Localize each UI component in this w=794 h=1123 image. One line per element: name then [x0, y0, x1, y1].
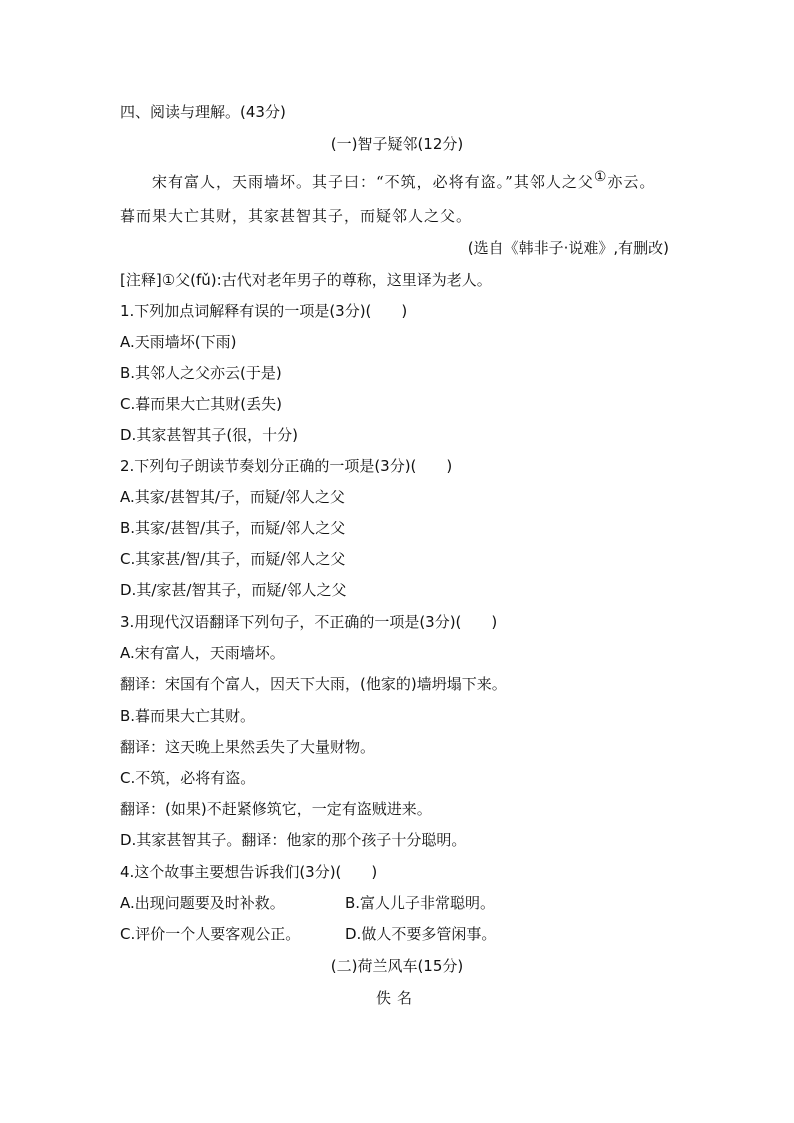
question-3-line-3: B.暮而果大亡其财。: [120, 707, 256, 725]
passage-text-b: 亦云。: [607, 173, 656, 191]
passage-source: (选自《韩非子·说难》,有删改): [467, 239, 669, 257]
part2-title: (二)荷兰风车(15分): [330, 957, 464, 975]
question-1-option-d: D.其家甚智其子(很，十分): [120, 426, 299, 444]
question-3-line-1: A.宋有富人，天雨墙坏。: [120, 644, 285, 662]
part2-author: 佚名: [375, 989, 418, 1007]
question-4-row-1: [120, 893, 495, 913]
passage-line-2: 暮而果大亡其财，其家甚智其子，而疑邻人之父。: [120, 207, 473, 225]
question-4-option-d: D.做人不要多管闲事。: [345, 925, 497, 943]
question-3-line-2: 翻译：宋国有个富人，因天下大雨，(他家的)墙坍塌下来。: [120, 675, 507, 693]
question-1-option-c: C.暮而果大亡其财(丢失): [120, 395, 282, 413]
question-1-stem: 1.下列加点词解释有误的一项是(3分)( ): [120, 302, 408, 320]
question-2-option-b: B.其家/甚智/其子，而疑/邻人之父: [120, 519, 346, 537]
question-1-option-b: B.其邻人之父亦云(于是): [120, 364, 282, 382]
question-4-row-2: [120, 924, 496, 944]
question-4-option-a: A.出现问题要及时补救。: [120, 894, 285, 912]
footnote-mark: ①: [593, 169, 608, 185]
question-4-stem: 4.这个故事主要想告诉我们(3分)( ): [120, 863, 378, 881]
passage-line-1: [152, 169, 656, 192]
question-3-line-6: 翻译：(如果)不赶紧修筑它，一定有盗贼进来。: [120, 800, 432, 818]
section-heading: 四、阅读与理解。(43分): [120, 103, 286, 121]
question-1-option-a: A.天雨墙坏(下雨): [120, 333, 237, 351]
passage-text-a: 宋有富人，天雨墙坏。其子曰：“不筑，必将有盗。”其邻人之父: [152, 173, 594, 191]
question-3-line-4: 翻译：这天晚上果然丢失了大量财物。: [120, 738, 376, 756]
question-4-option-b: B.富人儿子非常聪明。: [345, 894, 496, 912]
question-4-option-c: C.评价一个人要客观公正。: [120, 925, 301, 943]
annotation-note: [注释]①父(fǔ):古代对老年男子的尊称，这里译为老人。: [120, 271, 492, 289]
question-2-stem: 2.下列句子朗读节奏划分正确的一项是(3分)( ): [120, 457, 453, 475]
question-2-option-c: C.其家甚/智/其子，而疑/邻人之父: [120, 550, 346, 568]
question-2-option-d: D.其/家甚/智其子，而疑/邻人之父: [120, 581, 347, 599]
question-3-stem: 3.用现代汉语翻译下列句子，不正确的一项是(3分)( ): [120, 613, 498, 631]
question-3-line-7: D.其家甚智其子。翻译：他家的那个孩子十分聪明。: [120, 831, 467, 849]
question-3-line-5: C.不筑，必将有盗。: [120, 769, 256, 787]
question-2-option-a: A.其家/甚智其/子，而疑/邻人之父: [120, 488, 345, 506]
part1-title: (一)智子疑邻(12分): [330, 135, 464, 153]
